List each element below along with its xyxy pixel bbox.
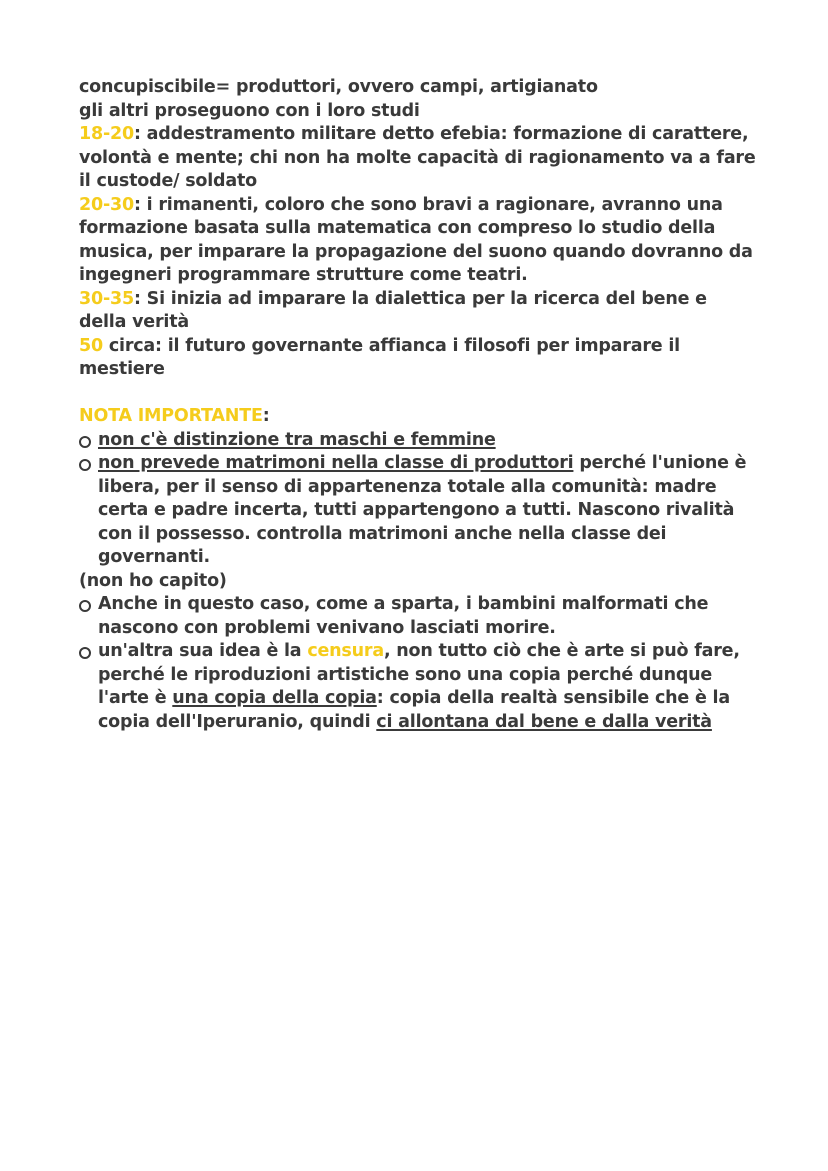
note-item-4-underlined-1: una copia della copia xyxy=(172,688,377,708)
hollow-circle-bullet-icon xyxy=(79,647,91,659)
note-item-4 xyxy=(79,640,759,734)
note-list-continued xyxy=(79,593,759,734)
note-item-2-underlined: non prevede matrimoni nella classe di produttori xyxy=(98,453,574,473)
note-item-2 xyxy=(79,452,759,570)
stage-age-label: 30-35 xyxy=(79,288,134,309)
stage-description: : addestramento militare detto efebia: formazione di carattere, volontà e mente; chi non ha molte capacità di ragionamento va a fare il custode/ soldato xyxy=(79,124,756,191)
hollow-circle-bullet-icon xyxy=(79,600,91,612)
stage-age-label: 50 xyxy=(79,335,103,356)
hollow-circle-bullet-icon xyxy=(79,459,91,471)
stage-18-20 xyxy=(79,123,759,194)
stage-50 xyxy=(79,335,759,382)
intro-line-1: concupiscibile= produttori, ovvero campi, artigianato xyxy=(79,77,598,97)
note-item-4-text-b: , non tutto ciò che è arte si può fare, perché le riproduzioni artistiche sono una copia perché dunque l'arte è xyxy=(98,641,740,708)
hollow-circle-bullet-icon xyxy=(79,436,91,448)
note-item-3 xyxy=(79,593,759,640)
note-item-4-text-a: un'altra sua idea è la xyxy=(98,641,308,661)
note-heading xyxy=(79,405,759,429)
stage-description: : Si inizia ad imparare la dialettica per la ricerca del bene e della verità xyxy=(79,288,707,332)
stage-description: circa: il futuro governante affianca i filosofi per imparare il mestiere xyxy=(79,335,680,379)
note-list xyxy=(79,429,759,570)
stage-20-30 xyxy=(79,194,759,288)
note-heading-label: NOTA IMPORTANTE xyxy=(79,406,263,426)
stage-age-label: 20-30 xyxy=(79,194,134,215)
section-gap xyxy=(79,382,759,406)
stage-description: : i rimanenti, coloro che sono bravi a ragionare, avranno una formazione basata sulla matematica con compreso lo studio della musica, per imparare la propagazione del suono quando dovranno da ingegneri programmare strutture come teatri. xyxy=(79,194,753,285)
note-item-1-text: non c'è distinzione tra maschi e femmine xyxy=(98,429,496,450)
note-item-1 xyxy=(79,429,759,453)
note-item-4-highlight: censura xyxy=(307,641,384,661)
note-heading-colon: : xyxy=(262,406,270,426)
note-aside: (non ho capito) xyxy=(79,570,227,591)
notes-page xyxy=(79,76,759,734)
note-item-3-text: Anche in questo caso, come a sparta, i bambini malformati che nascono con problemi venivano lasciati morire. xyxy=(98,594,709,638)
stage-age-label: 18-20 xyxy=(79,124,134,144)
intro-line-2: gli altri proseguono con i loro studi xyxy=(79,100,420,121)
note-item-4-underlined-2: ci allontana dal bene e dalla verità xyxy=(376,711,712,732)
note-item-4-text-c: : copia della realtà sensibile che è la copia dell'Iperuranio, quindi xyxy=(98,688,730,732)
stage-30-35 xyxy=(79,288,759,335)
note-item-2-text: perché l'unione è libera, per il senso di appartenenza totale alla comunità: madre certa e padre incerta, tutti appartengono a tutti. Nascono rivalità con il possesso. controlla matrimoni anche nella classe dei governanti. xyxy=(98,453,747,567)
